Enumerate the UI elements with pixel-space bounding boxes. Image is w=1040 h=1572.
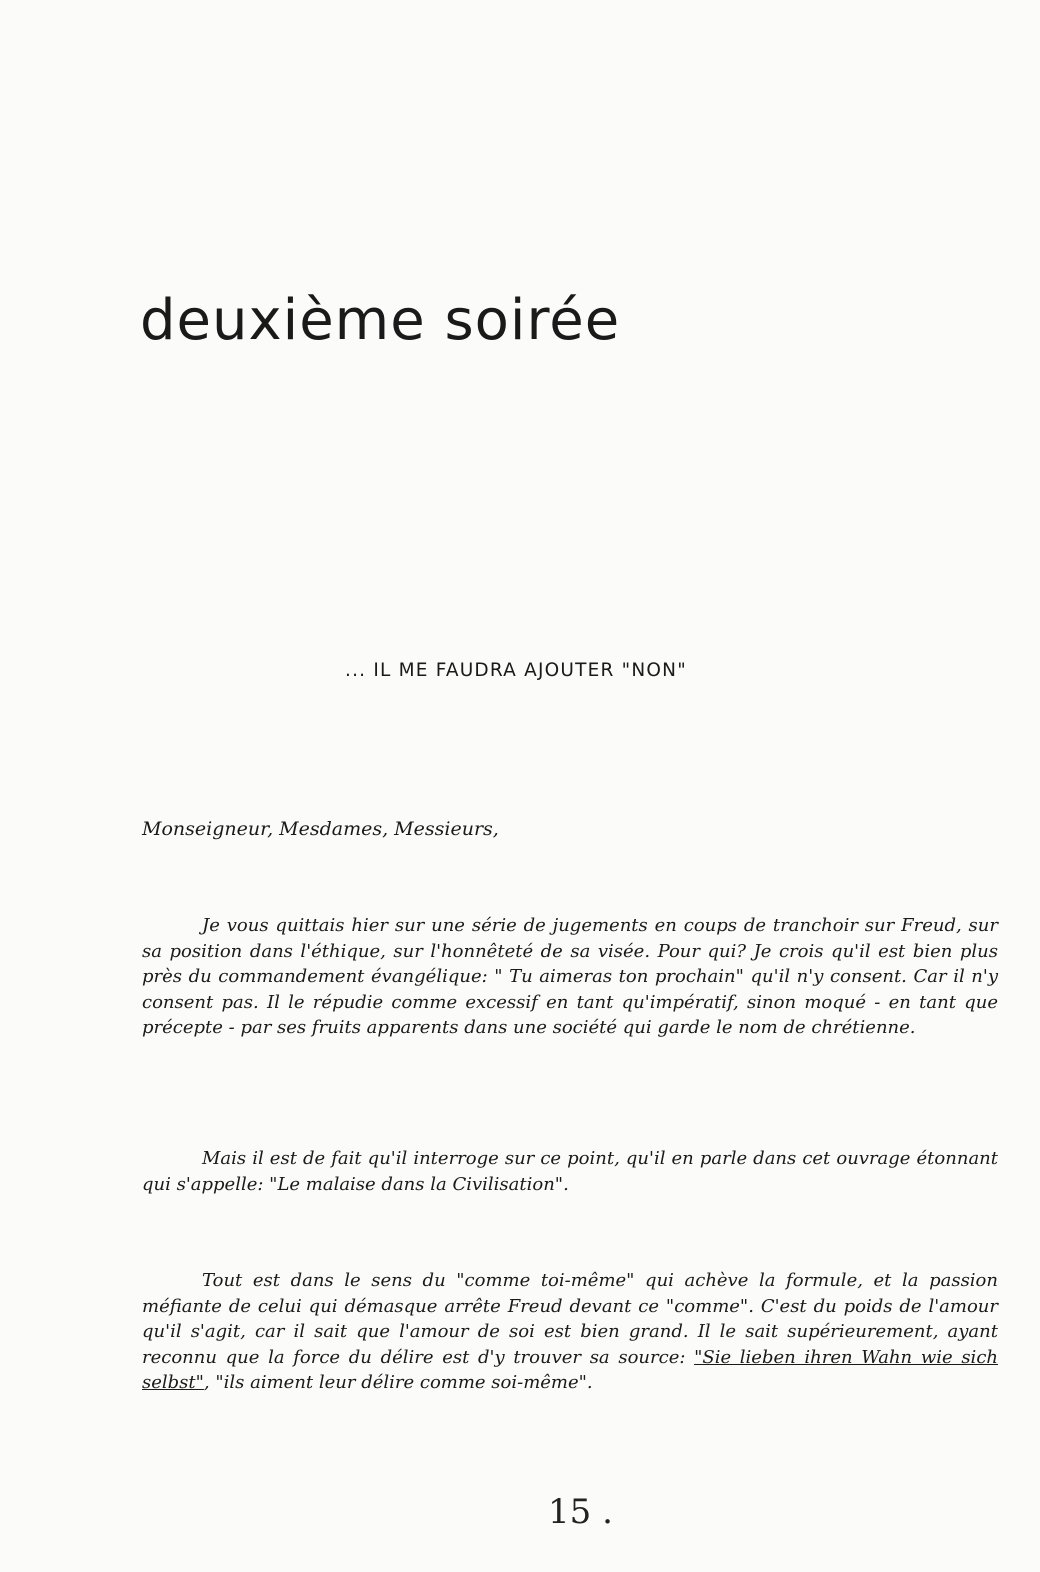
underlined-quote: "Sie lieben ihren Wahn wie sich selbst" xyxy=(142,1346,998,1393)
paragraph-2-text: Mais il est de fait qu'il interroge sur ce point, qu'il en parle dans cet ouvrage étonnant qui s'appelle: "Le malaise dans la Civilisation". xyxy=(142,1148,998,1195)
paragraph-1-text: Je vous quittais hier sur une série de jugements en coups de tranchoir sur Freud, sur sa position dans l'éthique, sur l'honnêteté de sa visée. Pour qui? Je crois qu'il est bien plus près du commandement évangélique: " Tu aimeras ton prochain" qu'il n'y consent. Car il n'y consent pas. Il le répudie comme excessif en tant qu'impératif, sinon moqué - en tant que précepte - par ses fruits apparents dans une société qui garde le nom de chrétienne. xyxy=(142,915,998,1038)
page-number: 15 . xyxy=(548,1492,613,1532)
section-subtitle: ... IL ME FAUDRA AJOUTER "NON" xyxy=(345,660,687,681)
paragraph-3-tail: , "ils aiment leur délire comme soi-même". xyxy=(203,1372,593,1393)
paragraph-3-text: Tout est dans le sens du "comme toi-même" qui achève la formule, et la passion méfiante de celui qui démasque arrête Freud devant ce "comme". C'est du poids de l'amour qu'il s'agit, car il sait que l'amour de soi est bien grand. Il le sait supérieurement, ayant reconnu que la force du délire est d'y trouver sa source: xyxy=(142,1270,998,1368)
page-title: deuxième soirée xyxy=(140,288,621,353)
salutation: Monseigneur, Mesdames, Messieurs, xyxy=(142,818,499,840)
paragraph-2 xyxy=(142,1146,998,1197)
paragraph-1 xyxy=(142,913,998,1041)
paragraph-3 xyxy=(142,1268,998,1396)
